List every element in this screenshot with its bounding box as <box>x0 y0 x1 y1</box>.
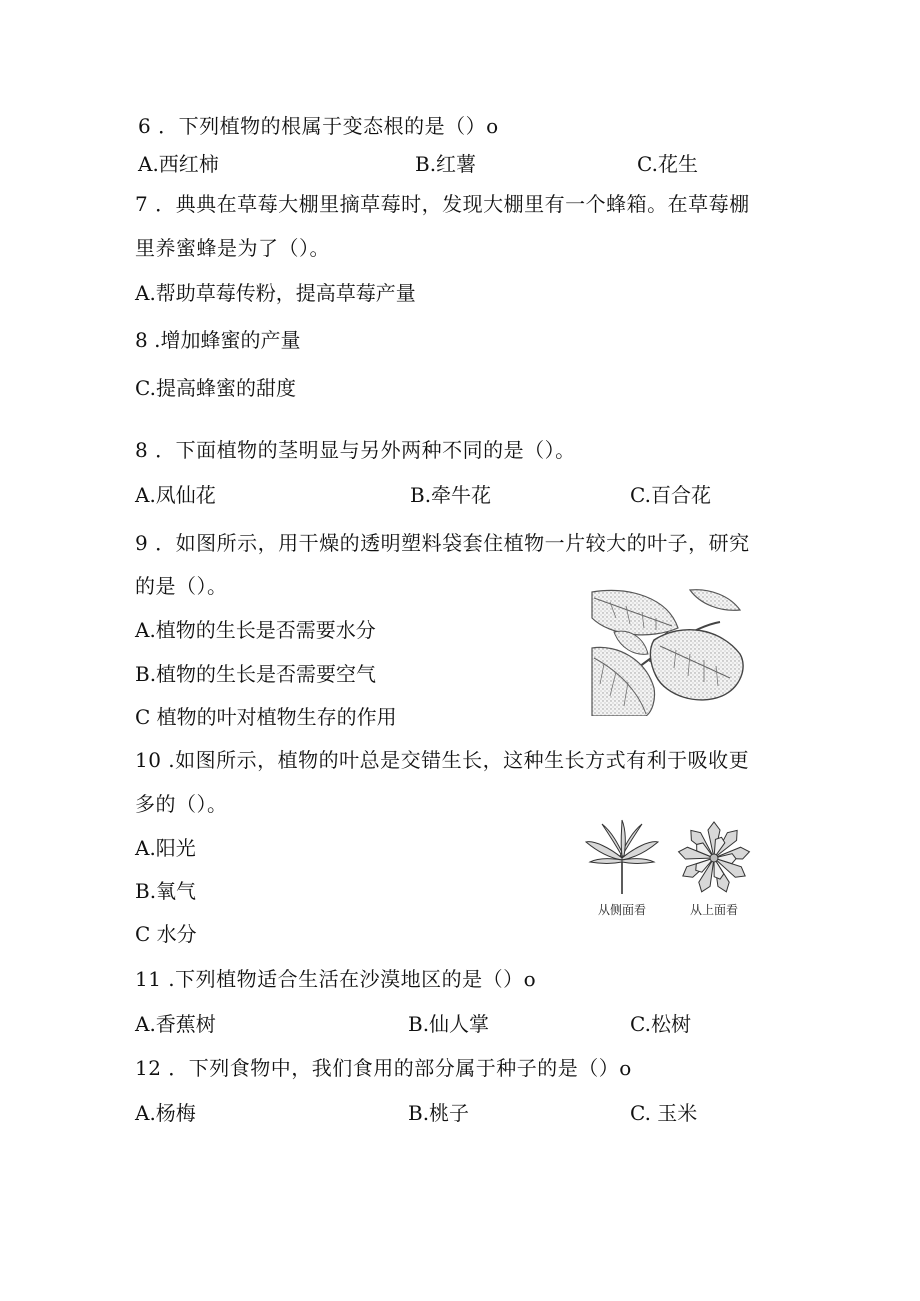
q6-option-b: B.红薯 <box>415 152 477 176</box>
q7-option-c: C.提高蜂蜜的甜度 <box>135 376 296 400</box>
q12-option-b: B.桃子 <box>408 1101 470 1125</box>
question-11-text: 11 .下列植物适合生活在沙漠地区的是（）o <box>135 967 537 991</box>
q7-option-a: A.帮助草莓传粉，提高草莓产量 <box>135 281 416 305</box>
q9-option-b: B.植物的生长是否需要空气 <box>135 662 377 686</box>
plant-leaf-arrangement-figure <box>580 818 760 922</box>
question-9-text-line2: 的是（）。 <box>135 574 228 598</box>
q11-option-c: C.松树 <box>630 1012 691 1036</box>
question-7-text-line1: 7 ．典典在草莓大棚里摘草莓时，发现大棚里有一个蜂箱。在草莓棚 <box>135 192 750 216</box>
plant-leaf-bag-figure <box>590 588 748 716</box>
q11-option-b: B.仙人掌 <box>408 1012 490 1036</box>
question-10-text-line2: 多的（）。 <box>135 792 228 816</box>
q8-option-c: C.百合花 <box>630 483 711 507</box>
q6-option-a: A.西红柿 <box>138 152 219 176</box>
q11-option-a: A.香蕉树 <box>135 1012 216 1036</box>
q12-option-c: C. 玉米 <box>630 1101 698 1125</box>
question-10-text-line1: 10 .如图所示，植物的叶总是交错生长，这种生长方式有利于吸收更 <box>135 748 750 772</box>
q10-option-a: A.阳光 <box>135 836 196 860</box>
q6-option-c: C.花生 <box>637 152 698 176</box>
q7-option-b: 8 .增加蜂蜜的产量 <box>135 328 301 352</box>
q10-option-c: C 水分 <box>135 922 197 946</box>
question-6-text: 6 ．下列植物的根属于变态根的是（）o <box>138 114 499 138</box>
q9-option-c: C 植物的叶对植物生存的作用 <box>135 705 397 729</box>
q9-option-a: A.植物的生长是否需要水分 <box>135 618 376 642</box>
question-9-text-line1: 9 ．如图所示，用干燥的透明塑料袋套住植物一片较大的叶子，研究 <box>135 531 750 555</box>
q8-option-b: B.牵牛花 <box>410 483 492 507</box>
q12-option-a: A.杨梅 <box>135 1101 196 1125</box>
question-8-text: 8 ．下面植物的茎明显与另外两种不同的是（）。 <box>135 438 576 462</box>
question-7-text-line2: 里养蜜蜂是为了（）。 <box>135 236 330 260</box>
top-view-caption: 从上面看 <box>690 903 739 917</box>
side-view-caption: 从侧面看 <box>598 903 647 917</box>
question-12-text: 12 ．下列食物中，我们食用的部分属于种子的是（）o <box>135 1056 632 1080</box>
q10-option-b: B.氧气 <box>135 879 197 903</box>
q8-option-a: A.凤仙花 <box>135 483 216 507</box>
